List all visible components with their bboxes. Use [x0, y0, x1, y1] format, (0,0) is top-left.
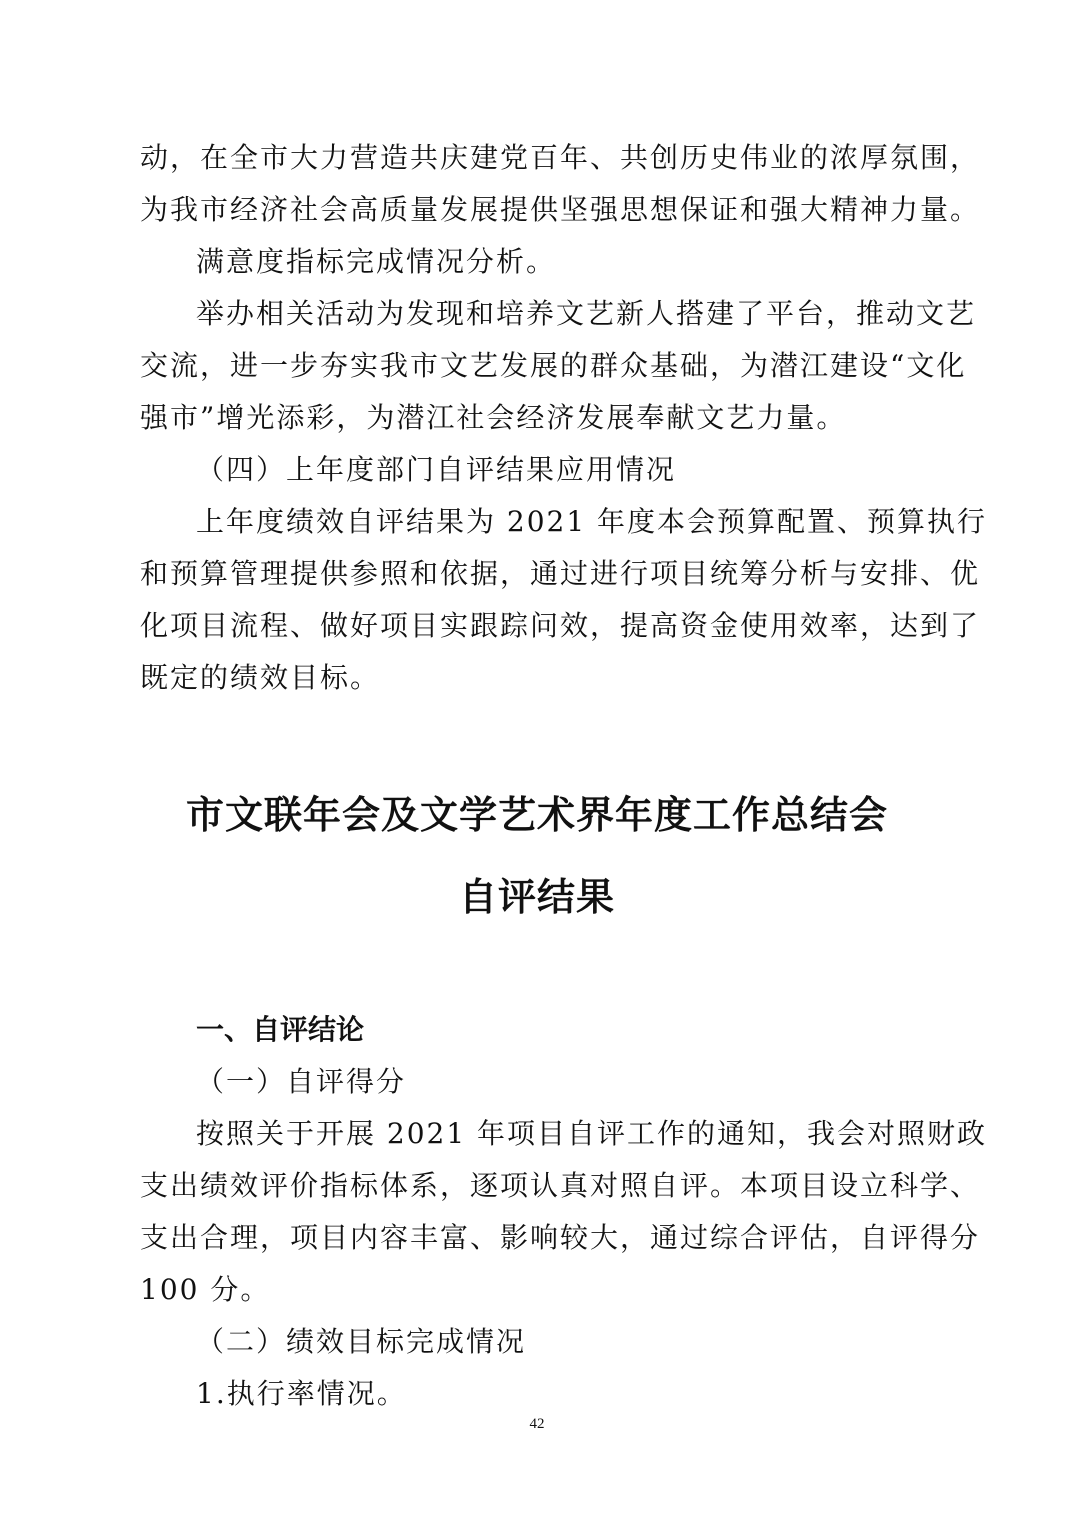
report-title-line-1: 市文联年会及文学艺术界年度工作总结会	[185, 793, 888, 837]
body-line-4: 举办相关活动为发现和培养文艺新人搭建了平台，推动文艺	[196, 297, 977, 330]
body-line-6: 强市”增光添彩，为潜江社会经济发展奉献文艺力量。	[140, 401, 847, 434]
section-line-5: 100 分。	[140, 1273, 271, 1306]
body-line-1: 动，在全市大力营造共庆建党百年、共创历史伟业的浓厚氛围，	[140, 141, 981, 174]
subsection-heading-1: （一）自评得分	[196, 1065, 407, 1098]
section-line-2: 按照关于开展 2021 年项目自评工作的通知，我会对照财政	[196, 1117, 988, 1150]
section-title: 一、自评结论	[196, 1013, 365, 1046]
section-line-7: 1.执行率情况。	[196, 1377, 407, 1410]
section-line-4: 支出合理，项目内容丰富、影响较大，通过综合评估，自评得分	[140, 1221, 981, 1254]
body-line-5: 交流，进一步夯实我市文艺发展的群众基础，为潜江建设“文化	[140, 349, 967, 382]
body-line-8: 上年度绩效自评结果为 2021 年度本会预算配置、预算执行	[196, 505, 988, 538]
body-line-11: 既定的绩效目标。	[140, 661, 381, 694]
subsection-heading-4: （四）上年度部门自评结果应用情况	[196, 453, 677, 486]
body-line-9: 和预算管理提供参照和依据，通过进行项目统筹分析与安排、优	[140, 557, 981, 590]
subsection-heading-2: （二）绩效目标完成情况	[196, 1325, 527, 1358]
body-line-2: 为我市经济社会高质量发展提供坚强思想保证和强大精神力量。	[140, 193, 981, 226]
report-title-line-2: 自评结果	[458, 875, 615, 919]
body-line-10: 化项目流程、做好项目实跟踪问效，提高资金使用效率，达到了	[140, 609, 981, 642]
page-number: 42	[529, 1416, 545, 1432]
body-line-3: 满意度指标完成情况分析。	[196, 245, 557, 278]
section-line-3: 支出绩效评价指标体系，逐项认真对照自评。本项目设立科学、	[140, 1169, 981, 1202]
